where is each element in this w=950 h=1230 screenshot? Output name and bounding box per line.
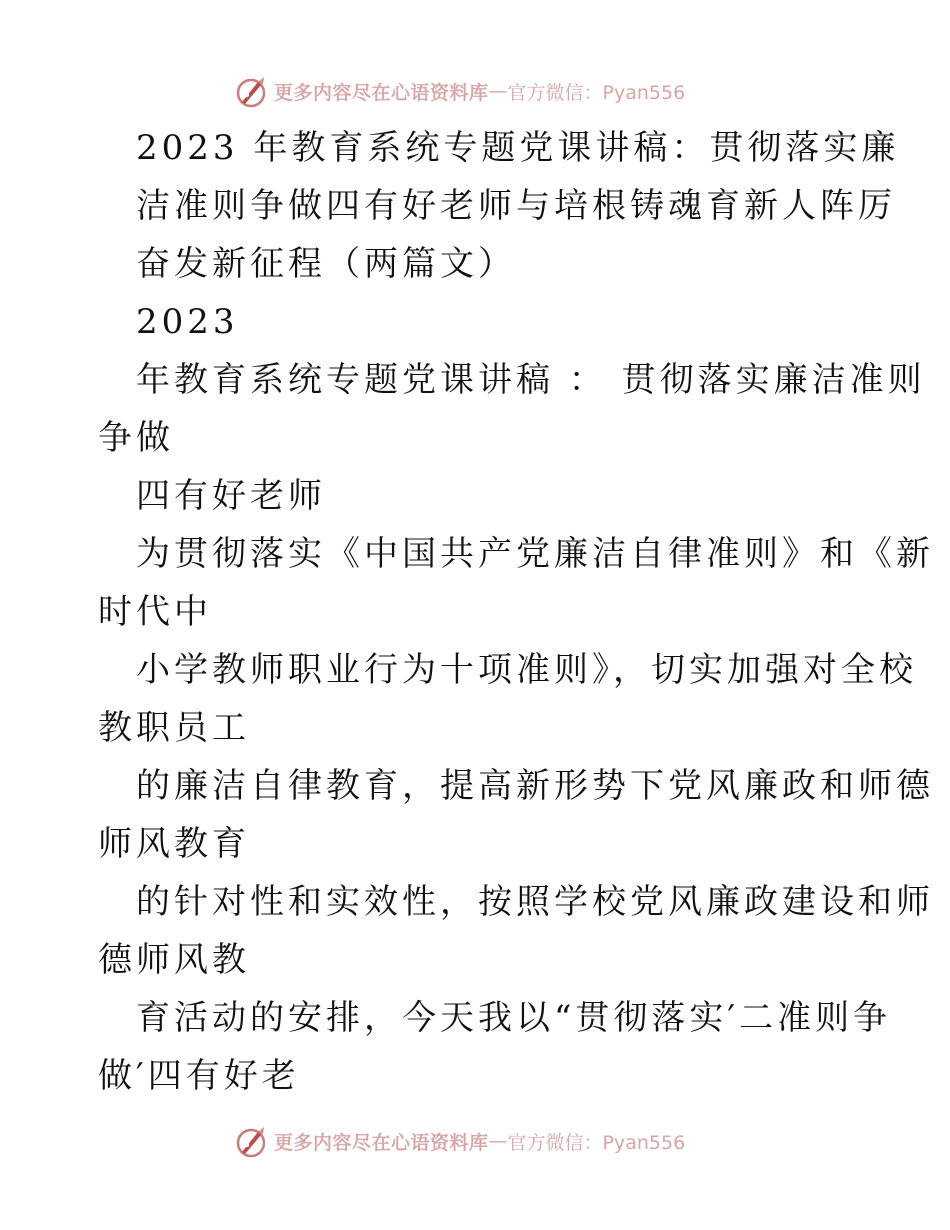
footer-banner [234,1124,685,1158]
doc-line: 教职员工 [98,708,250,748]
banner-separator: — [488,80,508,102]
quill-pen-logo-icon [234,1124,268,1158]
doc-line: 洁准则争做四有好老师与培根铸魂育新人阵厉 [136,186,896,226]
doc-line: 育活动的安排，今天我以“贯彻落实′二准则争 [136,998,892,1038]
doc-line: 时代中 [98,592,212,632]
doc-line: 2023 年教育系统专题党课讲稿：贯彻落实廉 [136,128,900,168]
doc-line: 的针对性和实效性，按照学校党风廉政建设和师 [136,882,934,922]
banner-wechat-text: 官方微信：Pyan556 [507,1131,686,1154]
doc-line: 年教育系统专题党课讲稿 ： 贯彻落实廉洁准则 [136,360,926,400]
quill-pen-logo-icon [234,74,268,108]
doc-line: 小学教师职业行为十项准则》，切实加强对全校 [136,650,917,690]
doc-line: 的廉洁自律教育，提高新形势下党风廉政和师德 [136,766,934,806]
banner-separator: — [488,1130,508,1152]
banner-wechat-text: 官方微信：Pyan556 [507,81,686,104]
banner-brand-text: 更多内容尽在心语资料库 [274,1131,489,1154]
doc-line: 德师风教 [98,940,250,980]
doc-line: 2023 [136,302,239,342]
doc-line: 师风教育 [98,824,250,864]
doc-line: 四有好老师 [136,476,326,516]
doc-line: 奋发新征程（两篇文） [136,244,516,284]
banner-brand-text: 更多内容尽在心语资料库 [274,81,489,104]
doc-line: 做′四有好老 [98,1056,300,1096]
doc-line: 为贯彻落实《中国共产党廉洁自律准则》和《新 [136,534,934,574]
doc-line: 争做 [98,418,174,458]
header-banner [234,74,685,108]
